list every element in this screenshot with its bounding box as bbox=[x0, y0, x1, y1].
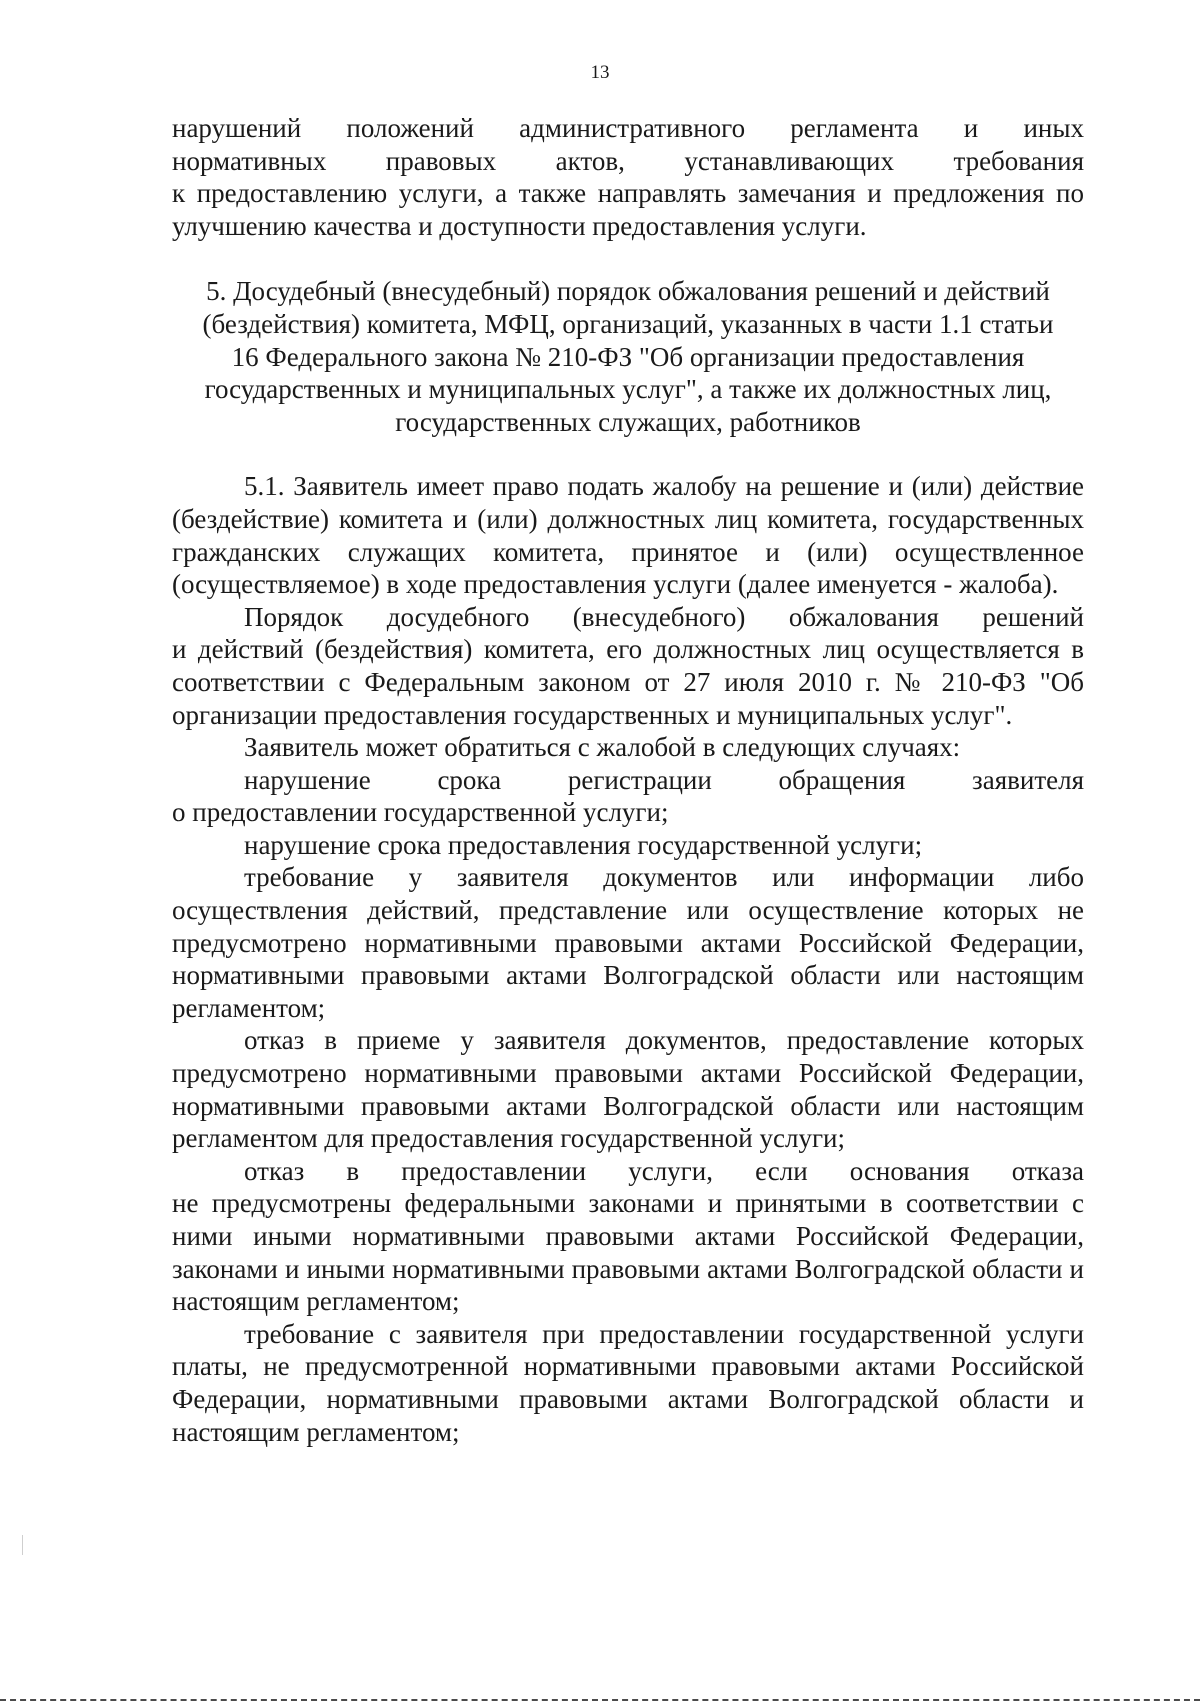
section-heading-line: государственных служащих, работников bbox=[395, 406, 861, 437]
case-1-line-1: нарушение срока регистрации обращения заявителя bbox=[244, 764, 1084, 795]
section-heading-line: государственных и муниципальных услуг", а также их должностных лиц, bbox=[204, 374, 1052, 405]
section-heading bbox=[172, 275, 1084, 438]
case-5-rest: не предусмотрены федеральными законами и принятыми в соответствии с ними иными нормативными правовыми актами Российской Федерации, законами и иными нормативными правовыми актами Волгоградской области и настоящим регламентом; bbox=[172, 1188, 1084, 1317]
case-5-line-1: отказ в предоставлении услуги, если основания отказа bbox=[244, 1155, 1084, 1186]
case-1-rest: о предоставлении государственной услуги; bbox=[172, 797, 669, 828]
intro-line-2: нормативных правовых актов, устанавливающих требования bbox=[172, 145, 1084, 176]
case-3: требование у заявителя документов или информации либо осуществления действий, представление или осуществление которых не предусмотрено нормативными правовыми актами Российской Федерации, нормативными правовыми актами Волгоградской области или настоящим регламентом; bbox=[172, 862, 1084, 1023]
intro-line-1: нарушений положений административного регламента и иных bbox=[172, 113, 1084, 143]
appeal-order-rest: и действий (бездействия) комитета, его должностных лиц осуществляется в соответствии с Федеральным законом от 27 июля 2010 г. № 210-ФЗ "Об организации предоставления государственных и муниципальных услуг". bbox=[172, 634, 1084, 730]
paragraph-5-1: 5.1. Заявитель имеет право подать жалобу на решение и (или) действие (бездействие) комитета и (или) должностных лиц комитета, государственных гражданских служащих комитета, принятое и (или) осуществленное (осуществляемое) в ходе предоставления услуги (далее именуется - жалоба). bbox=[172, 471, 1084, 600]
case-2: нарушение срока предоставления государственной услуги; bbox=[244, 829, 923, 860]
case-4: отказ в приеме у заявителя документов, предоставление которых предусмотрено нормативными правовыми актами Российской Федерации, нормативными правовыми актами Волгоградской области или настоящим регламентом для предоставления государственной услуги; bbox=[172, 1025, 1084, 1154]
case-6: требование с заявителя при предоставлении государственной услуги платы, не предусмотренной нормативными правовыми актами Российской Федерации, нормативными правовыми актами Волгоградской области и настоящим регламентом; bbox=[172, 1318, 1084, 1447]
intro-paragraph-rest: к предоставлению услуги, а также направлять замечания и предложения по улучшению качества и доступности предоставления услуги. bbox=[172, 178, 1084, 241]
document-body bbox=[172, 112, 1084, 1448]
section-heading-line: 16 Федерального закона № 210-ФЗ "Об организации предоставления bbox=[231, 341, 1025, 372]
appeal-order-line-1: Порядок досудебного (внесудебного) обжалования решений bbox=[244, 601, 1084, 632]
cases-intro: Заявитель может обратиться с жалобой в следующих случаях: bbox=[244, 732, 961, 763]
section-heading-line: 5. Досудебный (внесудебный) порядок обжалования решений и действий bbox=[206, 276, 1050, 307]
scan-artifact bbox=[22, 1535, 23, 1555]
scan-edge-line bbox=[0, 1699, 1200, 1701]
section-heading-line: (бездействия) комитета, МФЦ, организаций, указанных в части 1.1 статьи bbox=[202, 308, 1054, 339]
page-number: 13 bbox=[590, 62, 610, 83]
